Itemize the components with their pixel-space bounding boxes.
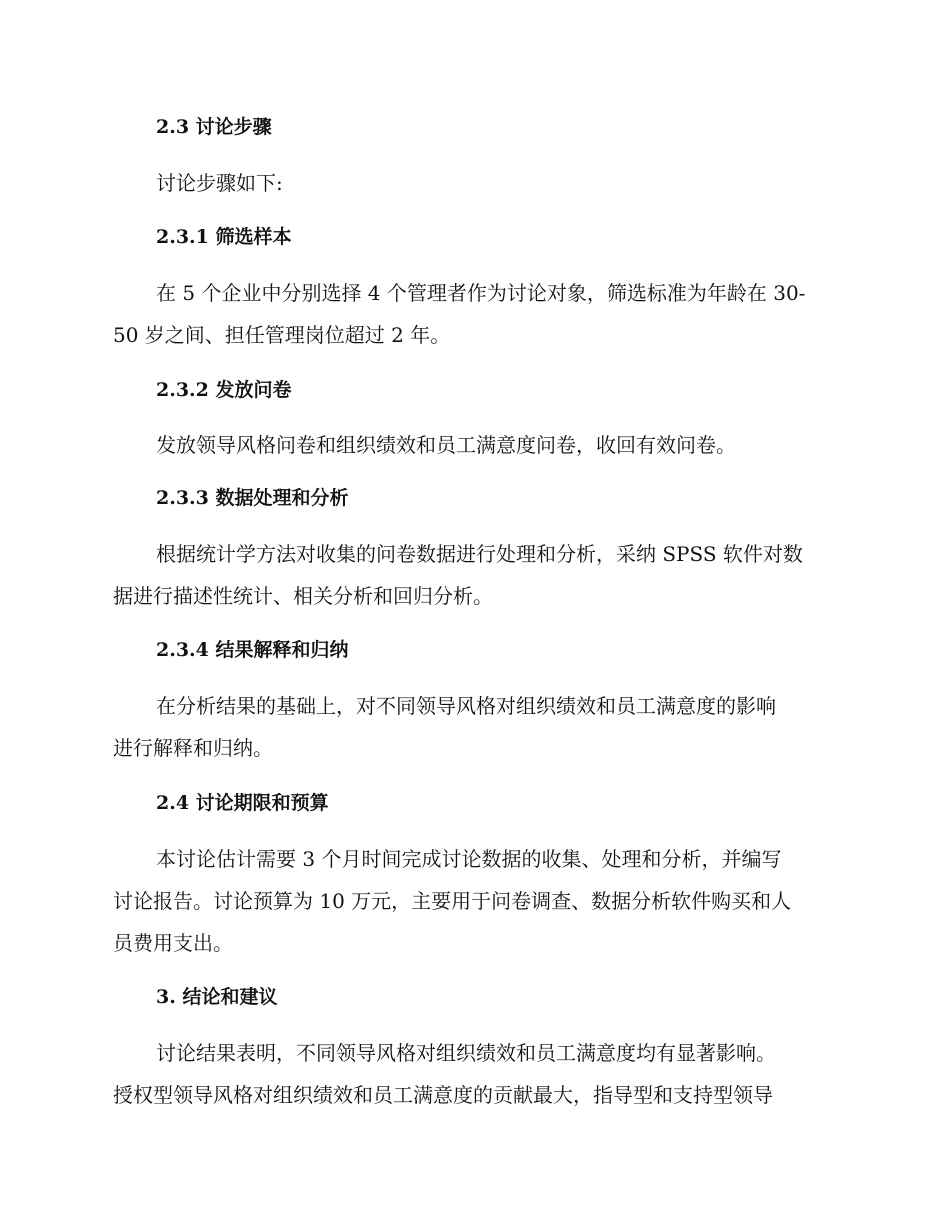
section-heading-2-4: 2.4 讨论期限和预算 (156, 792, 329, 814)
paragraph-analysis (113, 533, 840, 617)
section-heading-2-3-4: 2.3.4 结果解释和归纳 (156, 639, 349, 661)
paragraph-line: 发放领导风格问卷和组织绩效和员工满意度问卷，收回有效问卷。 (156, 433, 736, 457)
paragraph-intro (113, 162, 840, 204)
paragraph-line: 员费用支出。 (113, 931, 233, 955)
paragraph-sample (113, 272, 840, 356)
paragraph-line: 进行解释和归纳。 (113, 736, 273, 760)
paragraph-conclusion (113, 1032, 840, 1116)
paragraph-line: 讨论报告。讨论预算为 10 万元，主要用于问卷调查、数据分析软件购买和人 (113, 889, 792, 913)
section-heading-2-3: 2.3 讨论步骤 (156, 116, 272, 138)
section-heading-3: 3. 结论和建议 (156, 986, 278, 1008)
section-heading-2-3-1: 2.3.1 筛选样本 (156, 226, 292, 248)
section-heading-2-3-3: 2.3.3 数据处理和分析 (156, 487, 349, 509)
paragraph-survey (113, 424, 840, 466)
paragraph-budget (113, 838, 840, 964)
paragraph-results (113, 685, 840, 769)
paragraph-line: 本讨论估计需要 3 个月时间完成讨论数据的收集、处理和分析，并编写 (156, 847, 782, 871)
paragraph-line: 据进行描述性统计、相关分析和回归分析。 (113, 584, 493, 608)
paragraph-line: 根据统计学方法对收集的问卷数据进行处理和分析，采纳 SPSS 软件对数 (156, 542, 803, 566)
paragraph-line: 授权型领导风格对组织绩效和员工满意度的贡献最大，指导型和支持型领导 (113, 1083, 773, 1107)
section-heading-2-3-2: 2.3.2 发放问卷 (156, 379, 292, 401)
paragraph-line: 在分析结果的基础上，对不同领导风格对组织绩效和员工满意度的影响 (156, 694, 776, 718)
paragraph-line: 讨论结果表明，不同领导风格对组织绩效和员工满意度均有显著影响。 (156, 1041, 776, 1065)
paragraph-line: 50 岁之间、担任管理岗位超过 2 年。 (113, 323, 451, 347)
paragraph-line: 在 5 个企业中分别选择 4 个管理者作为讨论对象，筛选标准为年龄在 30- (156, 281, 806, 305)
paragraph-line: 讨论步骤如下: (156, 171, 283, 195)
